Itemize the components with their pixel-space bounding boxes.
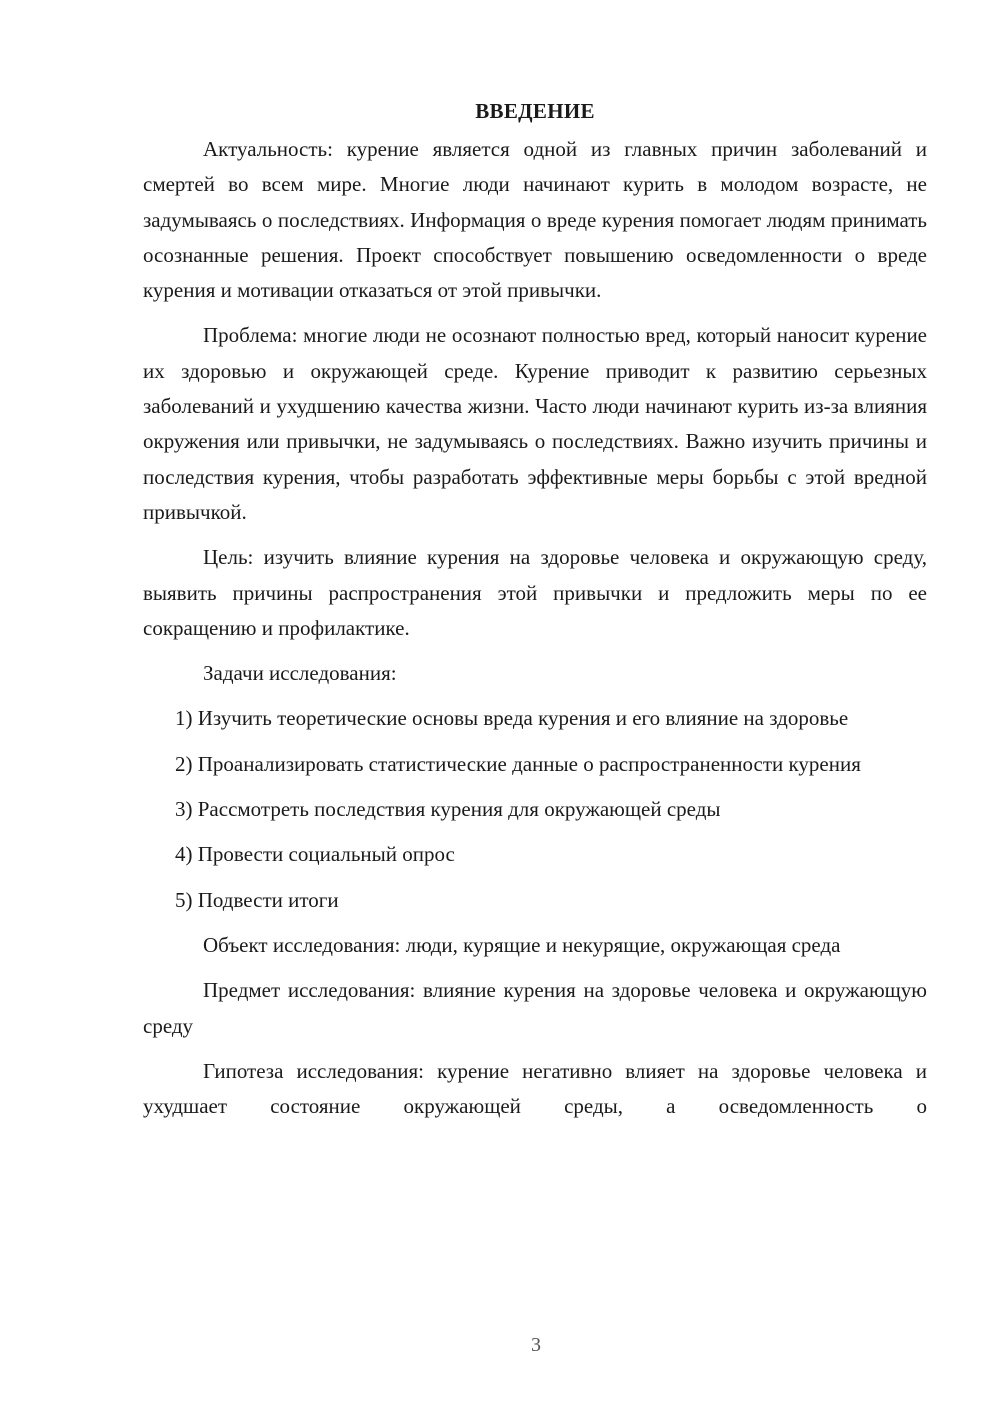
page-number: 3 [531, 1334, 541, 1356]
paragraph-subject: Предмет исследования: влияние курения на здоровье человека и окружающую среду [143, 978, 927, 1038]
paragraph-tasks-heading: Задачи исследования: [203, 661, 397, 686]
paragraph-object: Объект исследования: люди, курящие и некурящие, окружающая среда [203, 932, 841, 957]
task-item-2: 2) Проанализировать статистические данные о распространенности курения [175, 751, 861, 776]
task-item-3: 3) Рассмотреть последствия курения для окружающей среды [175, 797, 721, 822]
task-item-1: 1) Изучить теоретические основы вреда курения и его влияние на здоровье [175, 706, 849, 731]
paragraph-hypothesis: Гипотеза исследования: курение негативно влияет на здоровье человека и ухудшает состояние окружающей среды, а осведомленность о [143, 1058, 927, 1119]
paragraph-relevance: Актуальность: курение является одной из главных причин заболеваний и смертей во всем мире. Многие люди начинают курить в молодом возрасте, не задумываясь о последствиях. Информация о вреде курения помогает людям принимать осознанные решения. Проект способствует повышению осведомленности о вреде курения и мотивации отказаться от этой привычки. [143, 137, 927, 303]
section-title: ВВЕДЕНИЕ [475, 99, 595, 123]
paragraph-goal: Цель: изучить влияние курения на здоровье человека и окружающую среду, выявить причины распространения этой привычки и предложить меры по ее сокращению и профилактике. [143, 545, 927, 640]
task-item-5: 5) Подвести итоги [175, 887, 339, 912]
document-page [143, 96, 927, 1134]
paragraph-problem: Проблема: многие люди не осознают полностью вред, который наносит курение их здоровью и окружающей среде. Курение приводит к развитию серьезных заболеваний и ухудшению качества жизни. Часто люди начинают курить из-за влияния окружения или привычки, не задумываясь о последствиях. Важно изучить причины и последствия курения, чтобы разработать эффективные меры борьбы с этой вредной привычкой. [143, 323, 927, 524]
task-item-4: 4) Провести социальный опрос [175, 842, 455, 867]
